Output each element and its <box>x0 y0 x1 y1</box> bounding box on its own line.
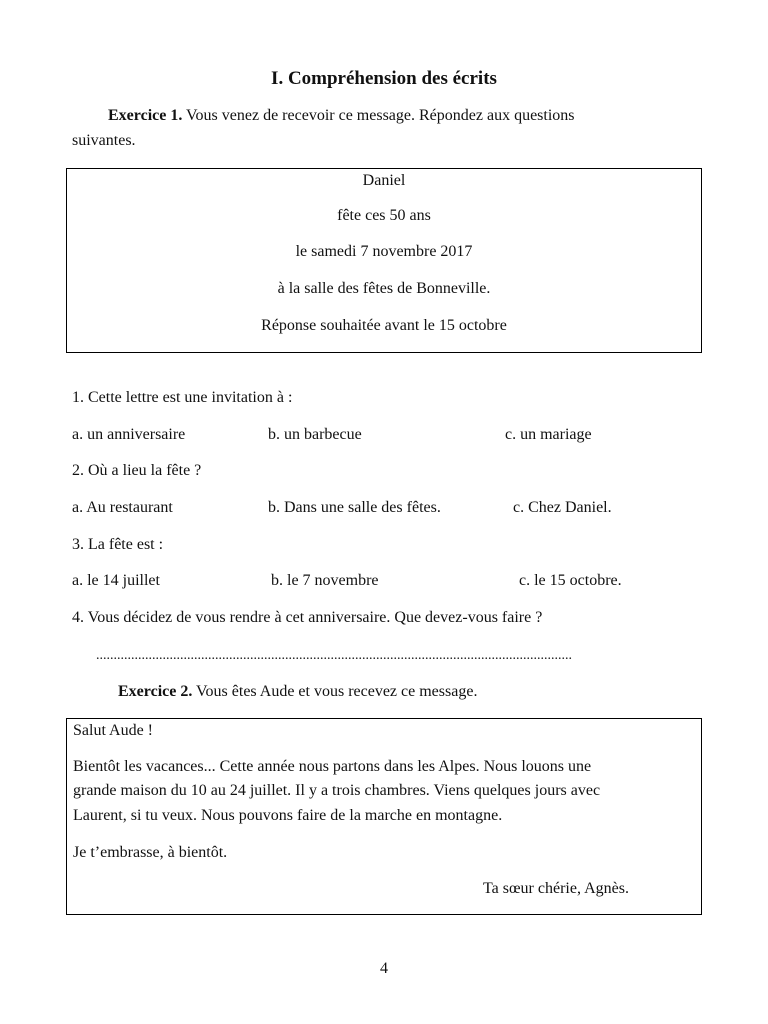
message-signature: Ta sœur chérie, Agnès. <box>483 880 629 897</box>
q3-option-a: a. le 14 juillet <box>72 572 160 589</box>
message-body-line: Laurent, si tu veux. Nous pouvons faire de la marche en montagne. <box>73 807 503 824</box>
answer-line: ........................................................................................................................................ <box>96 648 572 663</box>
invitation-line: Réponse souhaitée avant le 15 octobre <box>261 317 507 334</box>
q2-option-b: b. Dans une salle des fêtes. <box>268 499 441 516</box>
message-box <box>66 718 702 915</box>
q3-option-c: c. le 15 octobre. <box>519 572 622 589</box>
question-1: 1. Cette lettre est une invitation à : <box>72 389 293 406</box>
q2-option-c: c. Chez Daniel. <box>513 499 612 516</box>
invitation-box <box>66 168 702 353</box>
exercise2-instruction-text: Vous êtes Aude et vous recevez ce message. <box>192 683 478 700</box>
exercise2-instruction <box>118 680 477 704</box>
q3-option-b: b. le 7 novembre <box>271 572 379 589</box>
exercise1-instruction <box>108 104 575 128</box>
invitation-line: Daniel <box>362 172 406 189</box>
exercise2-label: Exercice 2. <box>118 683 193 700</box>
q1-option-a: a. un anniversaire <box>72 426 186 443</box>
message-body-line: Bientôt les vacances... Cette année nous partons dans les Alpes. Nous louons une <box>73 758 592 775</box>
exercise1-instruction-line2: suivantes. <box>72 132 136 149</box>
exercise1-instruction-line1: Vous venez de recevoir ce message. Répondez aux questions <box>182 107 575 124</box>
invitation-line: fête ces 50 ans <box>337 207 431 224</box>
invitation-line: à la salle des fêtes de Bonneville. <box>277 280 491 297</box>
q1-option-c: c. un mariage <box>505 426 592 443</box>
question-3: 3. La fête est : <box>72 536 164 553</box>
question-4: 4. Vous décidez de vous rendre à cet anniversaire. Que devez-vous faire ? <box>72 609 543 626</box>
invitation-line: le samedi 7 novembre 2017 <box>295 243 473 260</box>
q2-option-a: a. Au restaurant <box>72 499 173 516</box>
page-number: 4 <box>380 960 388 977</box>
question-2: 2. Où a lieu la fête ? <box>72 462 202 479</box>
message-body-line: grande maison du 10 au 24 juillet. Il y a trois chambres. Viens quelques jours avec <box>73 782 601 799</box>
message-greeting: Salut Aude ! <box>73 722 153 739</box>
q1-option-b: b. un barbecue <box>268 426 362 443</box>
message-closing: Je t’embrasse, à bientôt. <box>73 844 228 861</box>
exercise1-label: Exercice 1. <box>108 107 183 124</box>
section-title: I. Compréhension des écrits <box>271 68 497 89</box>
